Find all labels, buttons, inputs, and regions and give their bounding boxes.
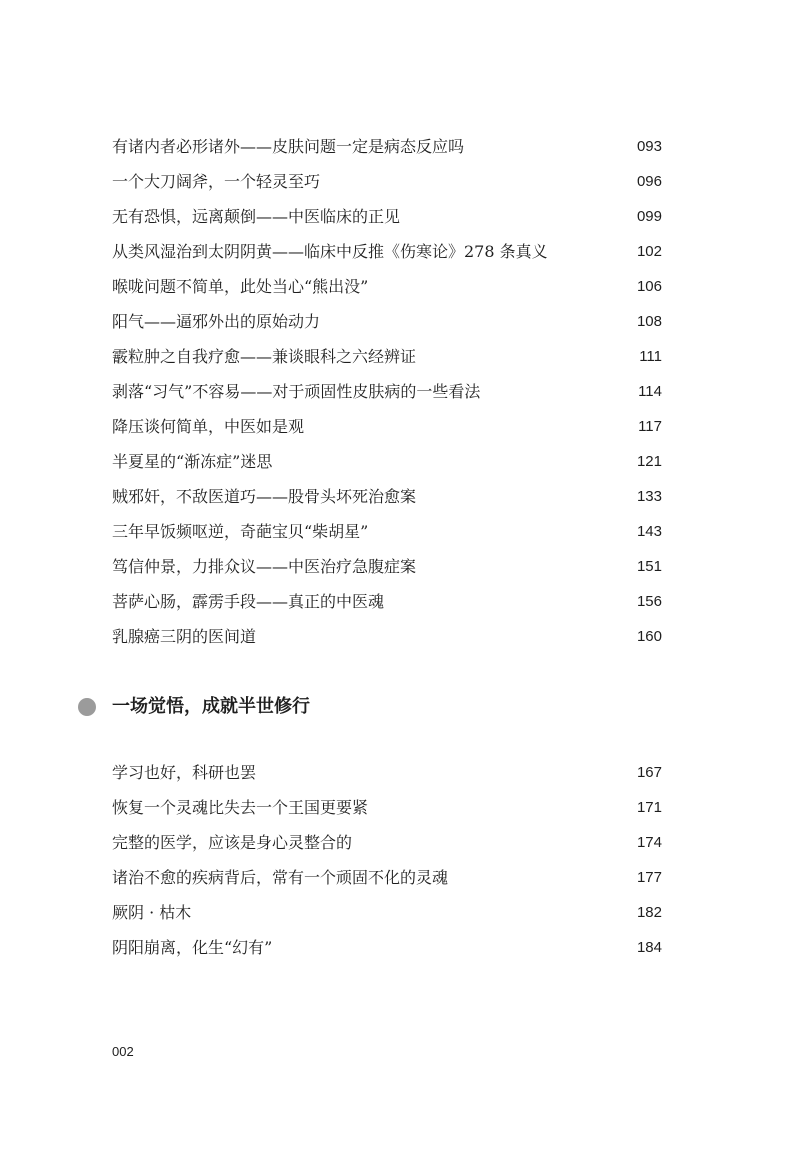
toc-entry-title: 剥落“习气”不容易——对于顽固性皮肤病的一些看法	[112, 382, 481, 401]
toc-entry-page: 111	[639, 348, 662, 365]
toc-entry[interactable]	[112, 935, 662, 961]
toc-entry-title: 笃信仲景，力排众议——中医治疗急腹症案	[112, 557, 417, 576]
section-title: 一场觉悟，成就半世修行	[112, 696, 310, 717]
toc-entry-title: 三年早饭频呕逆，奇葩宝贝“柴胡星”	[112, 522, 369, 541]
toc-entry[interactable]	[112, 309, 662, 335]
toc-entry-title: 阳气——逼邪外出的原始动力	[112, 312, 321, 331]
toc-entry-title: 厥阴 · 枯木	[112, 903, 192, 922]
toc-entry[interactable]	[112, 589, 662, 615]
toc-entry[interactable]	[112, 449, 662, 475]
toc-entry-page: 171	[636, 799, 662, 816]
toc-entry-title: 恢复一个灵魂比失去一个王国更要紧	[112, 798, 369, 817]
toc-entry-page: 177	[636, 869, 662, 886]
toc-entry[interactable]	[112, 795, 662, 821]
toc-entry[interactable]	[112, 414, 662, 440]
toc-entry-page: 160	[636, 628, 662, 645]
toc-entry-title: 有诸内者必形诸外——皮肤问题一定是病态反应吗	[112, 137, 465, 156]
toc-entry[interactable]	[112, 900, 662, 926]
toc-entry-title: 降压谈何简单，中医如是观	[112, 417, 305, 436]
toc-entry[interactable]	[112, 274, 662, 300]
toc-entry-page: 182	[636, 904, 662, 921]
toc-entry-page: 121	[636, 453, 662, 470]
toc-entry[interactable]	[112, 134, 662, 160]
toc-entry-page: 133	[636, 488, 662, 505]
toc-entry-page: 093	[636, 138, 662, 155]
toc-entry-title: 霰粒肿之自我疗愈——兼谈眼科之六经辨证	[112, 347, 417, 366]
toc-entry-page: 106	[636, 278, 662, 295]
toc-entry-title: 从类风湿治到太阴阴黄——临床中反推《伤寒论》278 条真义	[112, 242, 548, 261]
toc-entry-page: 114	[638, 383, 662, 400]
toc-entry[interactable]	[112, 484, 662, 510]
toc-entry[interactable]	[112, 865, 662, 891]
toc-entry[interactable]	[112, 554, 662, 580]
toc-entry-page: 108	[636, 313, 662, 330]
toc-entry-page: 117	[638, 418, 662, 435]
toc-entry-page: 167	[636, 764, 662, 781]
toc-entry[interactable]	[112, 204, 662, 230]
toc-entry[interactable]	[112, 760, 662, 786]
toc-entry[interactable]	[112, 344, 662, 370]
toc-entry-page: 174	[636, 834, 662, 851]
toc-entry[interactable]	[112, 519, 662, 545]
toc-entry-title: 喉咙问题不简单，此处当心“熊出没”	[112, 277, 369, 296]
toc-entry-title: 完整的医学，应该是身心灵整合的	[112, 833, 353, 852]
toc-entry[interactable]	[112, 379, 662, 405]
toc-entry[interactable]	[112, 169, 662, 195]
toc-entry-page: 156	[636, 593, 662, 610]
section-heading[interactable]	[78, 694, 578, 722]
toc-entry[interactable]	[112, 624, 662, 650]
toc-entry-page: 096	[636, 173, 662, 190]
toc-entry-title: 半夏星的“渐冻症”迷思	[112, 452, 273, 471]
toc-entry-title: 学习也好，科研也罢	[112, 763, 257, 782]
toc-entry-title: 一个大刀阔斧，一个轻灵至巧	[112, 172, 321, 191]
toc-entry-title: 阴阳崩离，化生“幻有”	[112, 938, 273, 957]
toc-entry-page: 099	[636, 208, 662, 225]
section-bullet-icon	[78, 698, 96, 716]
toc-entry-title: 贼邪奸，不敌医道巧——股骨头坏死治愈案	[112, 487, 417, 506]
toc-entry-page: 102	[636, 243, 662, 260]
toc-entry-page: 143	[636, 523, 662, 540]
toc-entry-title: 菩萨心肠，霹雳手段——真正的中医魂	[112, 592, 385, 611]
toc-entry-title: 诸治不愈的疾病背后，常有一个顽固不化的灵魂	[112, 868, 449, 887]
toc-entry-title: 无有恐惧，远离颠倒——中医临床的正见	[112, 207, 401, 226]
toc-entry-page: 151	[636, 558, 662, 575]
toc-entry[interactable]	[112, 830, 662, 856]
toc-entry[interactable]	[112, 239, 662, 265]
toc-entry-title: 乳腺癌三阴的医间道	[112, 627, 257, 646]
toc-entry-page: 184	[636, 939, 662, 956]
page-number: 002	[112, 1044, 134, 1059]
